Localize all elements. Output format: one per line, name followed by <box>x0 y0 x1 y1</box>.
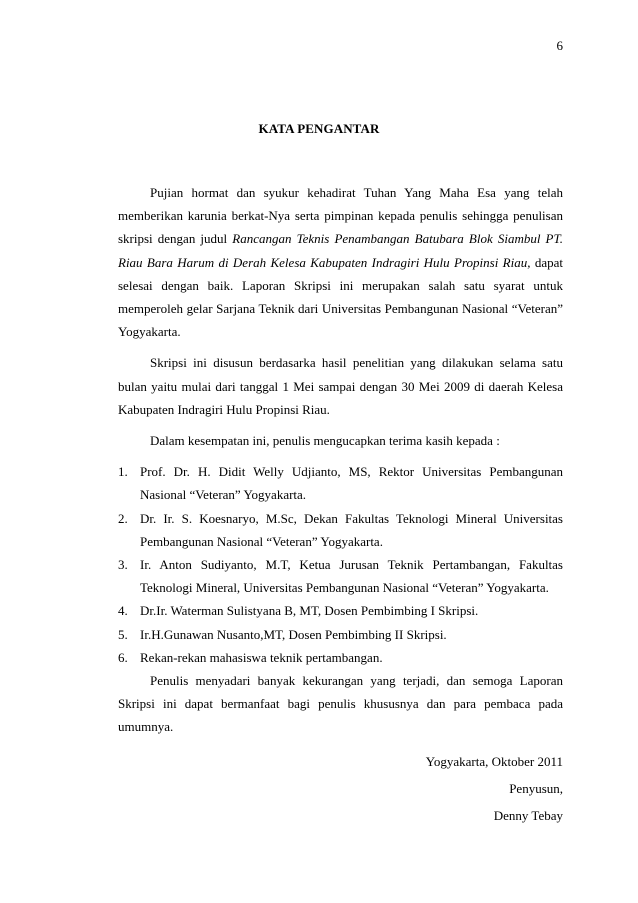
list-item <box>118 646 563 669</box>
list-item-text: Ir. Anton Sudiyanto, M.T, Ketua Jurusan Teknik Pertambangan, Fakultas Teknologi Mineral, Universitas Pembangunan Nasional “Veteran” Yogyakarta. <box>140 557 563 596</box>
page-number: 6 <box>556 38 563 53</box>
document-body <box>118 181 563 829</box>
list-item <box>118 623 563 646</box>
paragraph-intro <box>118 181 563 343</box>
thesis-title: Rancangan Teknis Penambangan Batubara Blok Siambul PT. Riau Bara Harum di Derah Kelesa Kabupaten Indragiri Hulu Propinsi Riau, <box>118 231 564 270</box>
list-item-number: 4. <box>118 603 128 619</box>
list-item <box>118 553 563 599</box>
paragraph-research: Skripsi ini disusun berdasarka hasil penelitian yang dilakukan selama satu bulan yaitu mulai dari tanggal 1 Mei sampai dengan 30 Mei 2009 di daerah Kelesa Kabupaten Indragiri Hulu Propinsi Riau. <box>118 355 563 417</box>
signature-block <box>118 749 563 829</box>
paragraph-closing: Penulis menyadari banyak kekurangan yang terjadi, dan semoga Laporan Skripsi ini dapat bermanfaat bagi penulis khususnya dan para pembaca pada umumnya. <box>118 673 563 735</box>
list-item-number: 5. <box>118 626 128 642</box>
list-item <box>118 460 563 506</box>
list-item-text: Prof. Dr. H. Didit Welly Udjianto, MS, Rektor Universitas Pembangunan Nasional “Veteran” Yogyakarta. <box>140 464 563 503</box>
paragraph-intro-text-b: dapat selesai dengan baik. Laporan Skripsi ini merupakan salah satu syarat untuk memperoleh gelar Sarjana Teknik dari Universitas Pembangunan Nasional “Veteran” Yogyakarta. <box>118 254 563 340</box>
paragraph-intro-text-a: Pujian hormat dan syukur kehadirat Tuhan Yang Maha Esa yang telah memberikan karunia berkat-Nya serta pimpinan kepada penulis sehingga penulisan skripsi dengan judul <box>118 185 563 247</box>
list-item-number: 2. <box>118 510 128 526</box>
author-role: Penyusun, <box>509 780 563 796</box>
list-item <box>118 507 563 553</box>
list-item-text: Dr. Ir. S. Koesnaryo, M.Sc, Dekan Fakultas Teknologi Mineral Universitas Pembangunan Nasional “Veteran” Yogyakarta. <box>140 510 563 549</box>
list-item-text: Ir.H.Gunawan Nusanto,MT, Dosen Pembimbing II Skripsi. <box>140 626 447 642</box>
list-item <box>118 599 563 622</box>
list-item-number: 1. <box>118 464 128 480</box>
list-item-number: 3. <box>118 557 128 573</box>
list-item-text: Rekan-rekan mahasiswa teknik pertambangan. <box>140 649 383 665</box>
page-title: KATA PENGANTAR <box>258 121 380 136</box>
list-item-number: 6. <box>118 649 128 665</box>
paragraph-thanks-intro: Dalam kesempatan ini, penulis mengucapkan terima kasih kepada : <box>150 433 500 449</box>
thanks-list <box>118 460 563 669</box>
place-date: Yogyakarta, Oktober 2011 <box>425 753 563 769</box>
author-name: Denny Tebay <box>493 807 563 823</box>
list-item-text: Dr.Ir. Waterman Sulistyana B, MT, Dosen Pembimbing I Skripsi. <box>140 603 479 619</box>
